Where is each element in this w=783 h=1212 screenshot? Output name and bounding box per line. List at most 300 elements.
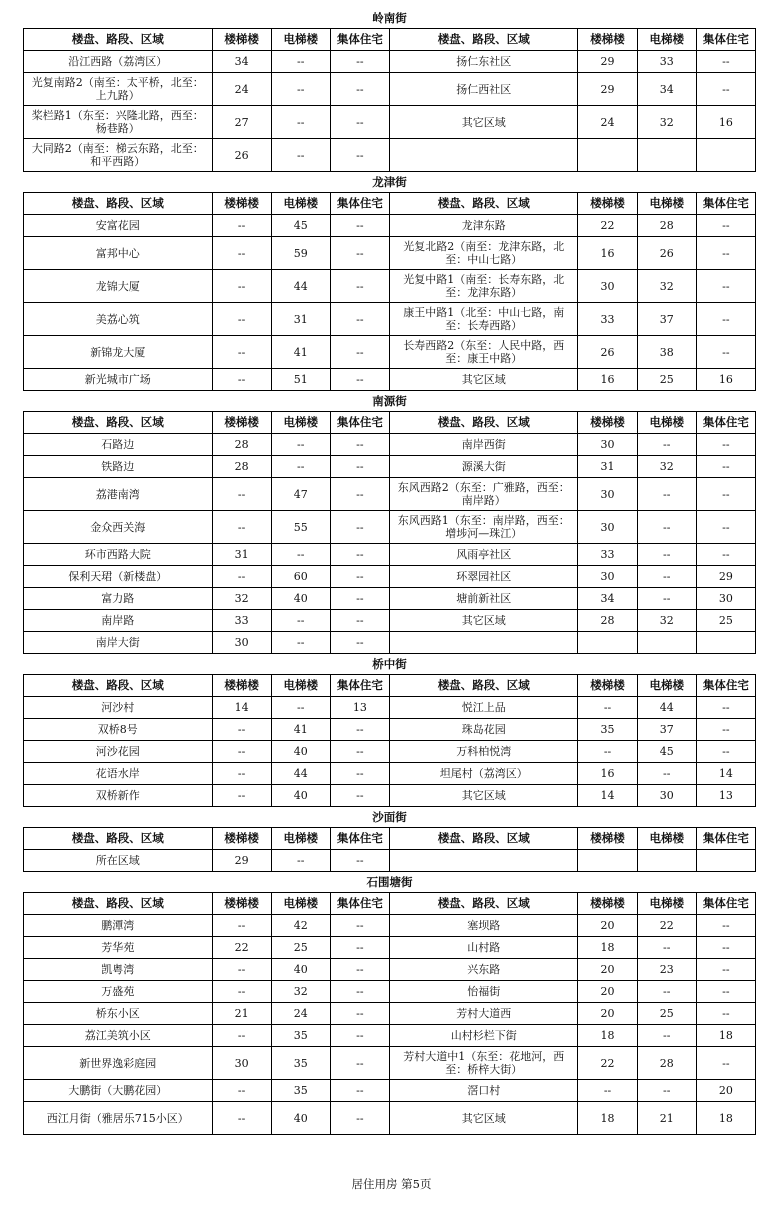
value-cell: -- [696,303,755,336]
value-cell: 21 [637,1102,696,1135]
value-cell: 22 [212,937,271,959]
value-cell: -- [637,1025,696,1047]
value-cell: 25 [696,610,755,632]
value-cell: -- [330,588,389,610]
value-cell: -- [696,697,755,719]
area-name-cell: 光复南路2（南至：太平桥，北至：上九路） [24,73,213,106]
value-cell: -- [330,719,389,741]
value-cell: -- [271,434,330,456]
value-cell: 14 [212,697,271,719]
area-name-cell: 富力路 [24,588,213,610]
column-header: 楼梯楼 [578,193,637,215]
value-cell: 18 [696,1102,755,1135]
column-header: 楼盘、路段、区域 [24,412,213,434]
area-name-cell: 桨栏路1（东至：兴隆北路，西至：杨巷路） [24,106,213,139]
column-header: 楼梯楼 [212,893,271,915]
table-row [24,1080,756,1102]
value-cell: 25 [271,937,330,959]
value-cell: 30 [578,478,637,511]
value-cell: -- [330,73,389,106]
area-name-cell: 美荔心筑 [24,303,213,336]
value-cell: -- [696,73,755,106]
value-cell: -- [271,850,330,872]
value-cell: 18 [578,937,637,959]
value-cell: -- [696,741,755,763]
value-cell: -- [330,1003,389,1025]
value-cell: 35 [271,1025,330,1047]
table-row [24,566,756,588]
value-cell: 51 [271,369,330,391]
table-row [24,697,756,719]
table-row [24,139,756,172]
value-cell: 35 [271,1080,330,1102]
value-cell: 30 [578,270,637,303]
value-cell: 18 [696,1025,755,1047]
area-name-cell: 荔江美筑小区 [24,1025,213,1047]
section-title: 沙面街 [372,810,407,824]
value-cell: 40 [271,785,330,807]
value-cell: 25 [637,1003,696,1025]
value-cell: -- [330,456,389,478]
value-cell: 29 [578,73,637,106]
value-cell: -- [330,1080,389,1102]
value-cell: 30 [696,588,755,610]
column-header: 楼盘、路段、区域 [24,675,213,697]
area-name-cell: 铁路边 [24,456,213,478]
column-header: 电梯楼 [637,828,696,850]
header-row [24,193,756,215]
value-cell: -- [330,237,389,270]
value-cell [696,139,755,172]
value-cell: 31 [578,456,637,478]
area-name-cell: 山村路 [389,937,578,959]
value-cell: -- [212,1025,271,1047]
value-cell: 20 [578,981,637,1003]
value-cell: -- [637,1080,696,1102]
value-cell: -- [212,915,271,937]
column-header: 楼梯楼 [578,893,637,915]
area-name-cell: 其它区域 [389,610,578,632]
area-name-cell: 珠岛花园 [389,719,578,741]
column-header: 集体住宅 [696,29,755,51]
value-cell: -- [212,566,271,588]
value-cell: -- [637,588,696,610]
table-row [24,1047,756,1080]
value-cell: 40 [271,741,330,763]
section-table [23,827,756,872]
column-header: 集体住宅 [330,893,389,915]
value-cell: -- [330,937,389,959]
header-row [24,412,756,434]
value-cell: 26 [637,237,696,270]
value-cell: -- [330,1047,389,1080]
value-cell: 33 [212,610,271,632]
value-cell: -- [696,237,755,270]
area-name-cell: 金众西关海 [24,511,213,544]
value-cell: 32 [637,270,696,303]
table-row [24,1102,756,1135]
value-cell: 34 [212,51,271,73]
value-cell: -- [330,1102,389,1135]
table-row [24,544,756,566]
area-name-cell: 光复中路1（南至：长寿东路，北至：龙津东路） [389,270,578,303]
value-cell: -- [330,51,389,73]
value-cell: 28 [578,610,637,632]
area-name-cell: 石路边 [24,434,213,456]
value-cell: 32 [637,106,696,139]
column-header: 楼盘、路段、区域 [389,893,578,915]
value-cell: 27 [212,106,271,139]
value-cell: -- [330,981,389,1003]
area-name-cell: 其它区域 [389,106,578,139]
table-row [24,937,756,959]
area-name-cell: 大鹏街（大鹏花园） [24,1080,213,1102]
value-cell: -- [330,915,389,937]
value-cell: 20 [578,915,637,937]
table-row [24,959,756,981]
area-name-cell: 悦江上品 [389,697,578,719]
area-name-cell: 桥东小区 [24,1003,213,1025]
section-title: 石围塘街 [366,875,413,889]
area-name-cell: 坦尾村（荔湾区） [389,763,578,785]
area-name-cell: 龙锦大厦 [24,270,213,303]
table-row [24,303,756,336]
value-cell: -- [271,51,330,73]
area-name-cell: 新锦龙大厦 [24,336,213,369]
table-row [24,785,756,807]
column-header: 集体住宅 [330,29,389,51]
value-cell: 38 [637,336,696,369]
value-cell: 22 [637,915,696,937]
column-header: 集体住宅 [330,675,389,697]
table-row [24,915,756,937]
area-name-cell: 龙津东路 [389,215,578,237]
value-cell: -- [696,434,755,456]
value-cell: 30 [212,1047,271,1080]
value-cell: 42 [271,915,330,937]
value-cell: -- [330,741,389,763]
column-header: 楼盘、路段、区域 [389,412,578,434]
area-name-cell: 环市西路大院 [24,544,213,566]
column-header: 楼盘、路段、区域 [389,29,578,51]
section-table [23,28,756,172]
area-name-cell: 怡福街 [389,981,578,1003]
area-name-cell: 其它区域 [389,785,578,807]
table-row [24,741,756,763]
area-name-cell: 双桥8号 [24,719,213,741]
value-cell: 37 [637,303,696,336]
column-header: 集体住宅 [330,193,389,215]
value-cell: -- [330,1025,389,1047]
value-cell: 23 [637,959,696,981]
value-cell: 44 [637,697,696,719]
value-cell: 14 [696,763,755,785]
value-cell: -- [212,763,271,785]
value-cell: -- [330,369,389,391]
area-name-cell: 双桥新作 [24,785,213,807]
table-row [24,511,756,544]
value-cell: 35 [578,719,637,741]
area-name-cell: 芳村大道中1（东至：花地河，西至：桥梓大街） [389,1047,578,1080]
value-cell: 16 [696,369,755,391]
table-row [24,215,756,237]
section-table [23,192,756,391]
column-header: 楼盘、路段、区域 [389,193,578,215]
value-cell: 31 [212,544,271,566]
column-header: 楼盘、路段、区域 [389,675,578,697]
area-name-cell: 安富花园 [24,215,213,237]
area-name-cell: 塞坝路 [389,915,578,937]
value-cell: 59 [271,237,330,270]
value-cell: 35 [271,1047,330,1080]
value-cell: -- [696,215,755,237]
value-cell [578,632,637,654]
value-cell [637,632,696,654]
area-name-cell [389,139,578,172]
value-cell: -- [271,697,330,719]
section-title: 南源街 [372,394,407,408]
value-cell: 28 [637,1047,696,1080]
value-cell: 18 [578,1102,637,1135]
value-cell: 40 [271,959,330,981]
value-cell: -- [578,1080,637,1102]
value-cell: 24 [578,106,637,139]
value-cell: 26 [578,336,637,369]
area-name-cell: 所在区域 [24,850,213,872]
value-cell: 44 [271,270,330,303]
value-cell: 40 [271,588,330,610]
value-cell: 22 [578,215,637,237]
value-cell: -- [330,336,389,369]
value-cell: -- [271,632,330,654]
area-name-cell: 西江月街（雅居乐715小区） [24,1102,213,1135]
section-table [23,892,756,1135]
table-row [24,106,756,139]
column-header: 集体住宅 [696,193,755,215]
area-name-cell: 塘前新社区 [389,588,578,610]
value-cell: 28 [637,215,696,237]
value-cell [637,139,696,172]
area-name-cell: 风雨亭社区 [389,544,578,566]
value-cell: -- [212,215,271,237]
value-cell: -- [578,697,637,719]
value-cell [696,850,755,872]
value-cell [578,850,637,872]
column-header: 集体住宅 [330,828,389,850]
area-name-cell: 南岸大街 [24,632,213,654]
value-cell: -- [696,511,755,544]
area-name-cell: 源溪大街 [389,456,578,478]
value-cell: -- [696,456,755,478]
area-name-cell [389,850,578,872]
value-cell: -- [330,566,389,588]
value-cell: 24 [271,1003,330,1025]
value-cell: 25 [637,369,696,391]
value-cell: -- [696,1047,755,1080]
value-cell: -- [271,456,330,478]
section-table [23,674,756,807]
value-cell: 31 [271,303,330,336]
area-name-cell: 芳华苑 [24,937,213,959]
table-row [24,632,756,654]
value-cell: -- [696,915,755,937]
value-cell: -- [330,270,389,303]
value-cell: -- [696,270,755,303]
value-cell: -- [212,511,271,544]
column-header: 集体住宅 [696,412,755,434]
value-cell: 32 [637,610,696,632]
value-cell: -- [696,959,755,981]
value-cell [637,850,696,872]
value-cell: -- [271,106,330,139]
table-row [24,456,756,478]
table-row [24,73,756,106]
value-cell: -- [212,336,271,369]
value-cell: -- [212,303,271,336]
value-cell: -- [212,1080,271,1102]
section-title: 桥中街 [372,657,407,671]
value-cell: 26 [212,139,271,172]
value-cell: 18 [578,1025,637,1047]
column-header: 楼梯楼 [578,675,637,697]
area-name-cell: 南岸路 [24,610,213,632]
value-cell: -- [578,741,637,763]
value-cell: -- [330,763,389,785]
area-name-cell: 新光城市广场 [24,369,213,391]
column-header: 电梯楼 [637,193,696,215]
table-row [24,763,756,785]
value-cell: 20 [578,959,637,981]
column-header: 楼盘、路段、区域 [24,29,213,51]
value-cell: 60 [271,566,330,588]
column-header: 电梯楼 [271,675,330,697]
value-cell: -- [212,478,271,511]
value-cell: 32 [637,456,696,478]
value-cell: 16 [578,369,637,391]
header-row [24,29,756,51]
value-cell: 16 [578,763,637,785]
value-cell: 32 [212,588,271,610]
value-cell: 13 [696,785,755,807]
area-name-cell: 南岸西街 [389,434,578,456]
value-cell: 28 [212,434,271,456]
value-cell: 24 [212,73,271,106]
value-cell: 13 [330,697,389,719]
value-cell: -- [330,511,389,544]
table-row [24,719,756,741]
value-cell: -- [212,270,271,303]
value-cell: -- [330,632,389,654]
value-cell: 32 [271,981,330,1003]
column-header: 集体住宅 [330,412,389,434]
area-name-cell: 富邦中心 [24,237,213,270]
value-cell: -- [637,511,696,544]
column-header: 楼梯楼 [212,29,271,51]
area-name-cell: 河沙花园 [24,741,213,763]
column-header: 电梯楼 [271,828,330,850]
area-name-cell: 扬仁西社区 [389,73,578,106]
value-cell: 20 [696,1080,755,1102]
page-footer: 居住用房 第5页 [351,1177,432,1191]
column-header: 楼盘、路段、区域 [389,828,578,850]
value-cell: -- [637,763,696,785]
value-cell: 34 [637,73,696,106]
value-cell: 37 [637,719,696,741]
value-cell: 45 [271,215,330,237]
table-row [24,610,756,632]
value-cell: -- [212,981,271,1003]
column-header: 电梯楼 [637,893,696,915]
value-cell: 16 [696,106,755,139]
value-cell: 40 [271,1102,330,1135]
value-cell: 41 [271,336,330,369]
value-cell: 47 [271,478,330,511]
area-name-cell: 光复北路2（南至：龙津东路，北至：中山七路） [389,237,578,270]
value-cell: -- [330,139,389,172]
value-cell: -- [271,610,330,632]
value-cell: -- [212,369,271,391]
value-cell: 55 [271,511,330,544]
table-row [24,1003,756,1025]
value-cell: -- [637,544,696,566]
value-cell: -- [330,434,389,456]
column-header: 楼盘、路段、区域 [24,828,213,850]
area-name-cell: 滘口村 [389,1080,578,1102]
column-header: 电梯楼 [271,29,330,51]
value-cell: -- [271,544,330,566]
column-header: 楼梯楼 [212,193,271,215]
value-cell: -- [330,544,389,566]
area-name-cell: 环翠园社区 [389,566,578,588]
table-row [24,336,756,369]
value-cell: 29 [578,51,637,73]
value-cell: -- [212,1102,271,1135]
value-cell: -- [696,51,755,73]
area-name-cell: 其它区域 [389,369,578,391]
area-name-cell: 新世界逸彩庭园 [24,1047,213,1080]
value-cell [578,139,637,172]
value-cell: 29 [212,850,271,872]
value-cell [696,632,755,654]
area-name-cell: 东风西路1（东至：南岸路，西至：增埗河—珠江） [389,511,578,544]
value-cell: 45 [637,741,696,763]
area-name-cell: 山村杉栏下街 [389,1025,578,1047]
value-cell: 34 [578,588,637,610]
value-cell: -- [330,478,389,511]
section-title: 龙津街 [372,175,407,189]
value-cell: -- [212,719,271,741]
value-cell: 29 [696,566,755,588]
value-cell: 33 [578,544,637,566]
area-name-cell: 芳村大道西 [389,1003,578,1025]
column-header: 楼梯楼 [578,29,637,51]
column-header: 电梯楼 [637,29,696,51]
area-name-cell: 其它区域 [389,1102,578,1135]
area-name-cell: 凯粤湾 [24,959,213,981]
value-cell: -- [637,434,696,456]
value-cell: -- [212,959,271,981]
value-cell: 21 [212,1003,271,1025]
section-table [23,411,756,654]
column-header: 电梯楼 [271,412,330,434]
area-name-cell: 长寿西路2（东至：人民中路，西至：康王中路） [389,336,578,369]
value-cell: 14 [578,785,637,807]
value-cell: 30 [578,511,637,544]
value-cell: -- [271,139,330,172]
table-row [24,237,756,270]
area-name-cell: 鹏潭湾 [24,915,213,937]
value-cell: -- [696,937,755,959]
